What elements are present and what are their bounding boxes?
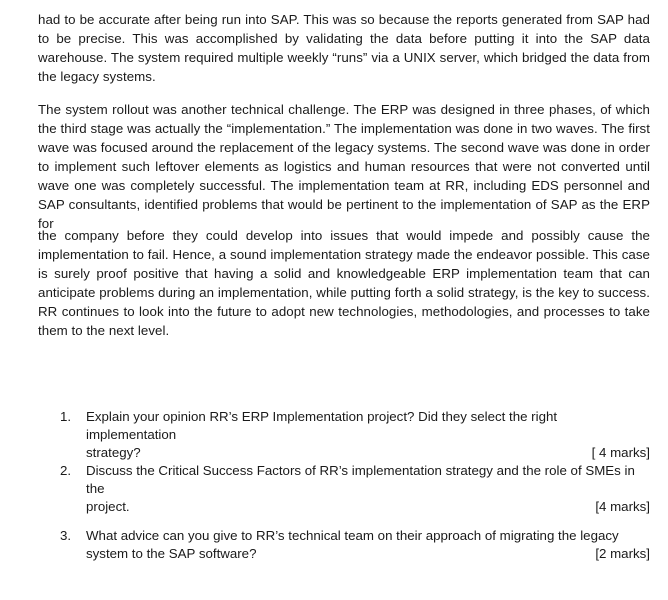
- question-text-line2: system to the SAP software?: [86, 546, 257, 561]
- question-marks: [2 marks]: [595, 546, 650, 561]
- body-paragraph-2: The system rollout was another technical challenge. The ERP was designed in three phases, of which the third stage was actually the “implementation.” The implementation was done in two waves. The first wave was focused around the replacement of the legacy systems. The second wave was done in order to implement such leftover elements as logistics and human resources that were not converted until wave one was completely successful. The implementation team at RR, including EDS personnel and SAP consultants, identified problems that would be pertinent to the implementation of SAP as the ERP for: [38, 102, 650, 231]
- question-item-2: [60, 462, 650, 516]
- question-number: 3.: [60, 528, 72, 543]
- question-number: 2.: [60, 463, 72, 478]
- body-paragraph-3: the company before they could develop into issues that would impede and possibly cause the implementation to fail. Hence, a sound implementation strategy made the endeavor possible. This case is surely proof positive that having a solid and knowledgeable ERP implementation team that can anticipate problems during an implementation, while putting forth a solid strategy, is the key to success. RR continues to look into the future to adopt new technologies, methodologies, and processes to take them to the next level.: [38, 228, 650, 338]
- body-paragraph-1: had to be accurate after being run into SAP. This was so because the reports generated from SAP had to be precise. This was accomplished by validating the data before putting it into the SAP data warehouse. The system required multiple weekly “runs” via a UNIX server, which bridged the data from the legacy systems.: [38, 12, 650, 84]
- question-text-line1: What advice can you give to RR’s technical team on their approach of migrating the legacy: [86, 528, 619, 543]
- question-text-line2: strategy?: [86, 445, 141, 460]
- question-item-3: [60, 527, 650, 563]
- question-text-line1: Explain your opinion RR’s ERP Implementation project? Did they select the right implementation: [86, 409, 558, 442]
- question-marks: [ 4 marks]: [591, 445, 650, 460]
- question-number: 1.: [60, 409, 72, 424]
- question-text-line2: project.: [86, 499, 130, 514]
- question-marks: [4 marks]: [595, 499, 650, 514]
- question-text-line1: Discuss the Critical Success Factors of RR’s implementation strategy and the role of SMEs in the: [86, 463, 635, 496]
- question-item-1: [60, 408, 650, 462]
